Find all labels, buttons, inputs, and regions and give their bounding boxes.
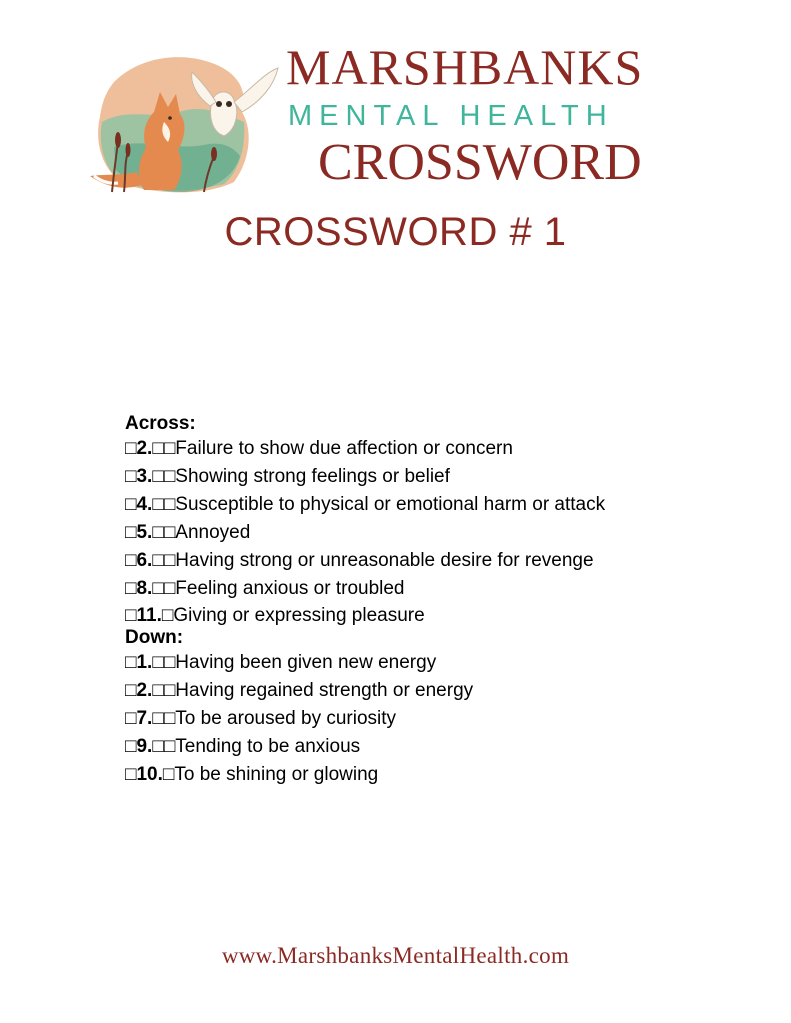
clue-item: □4.□□Susceptible to physical or emotional harm or attack bbox=[125, 494, 606, 515]
brand-name: MARSHBANKS bbox=[286, 39, 644, 95]
clue-item: □11.□Giving or expressing pleasure bbox=[125, 605, 425, 626]
puzzle-title: CROSSWORD # 1 bbox=[224, 210, 567, 254]
clue-item: □9.□□Tending to be anxious bbox=[125, 736, 361, 757]
brand-subtitle: MENTAL HEALTH bbox=[288, 100, 614, 132]
down-heading: Down: bbox=[125, 627, 184, 648]
website-link[interactable]: www.MarshbanksMentalHealth.com bbox=[221, 943, 570, 968]
fox-owl-logo-icon bbox=[84, 52, 284, 200]
clue-item: □8.□□Feeling anxious or troubled bbox=[125, 578, 405, 599]
clue-item: □7.□□To be aroused by curiosity bbox=[125, 708, 397, 729]
clue-item: □10.□To be shining or glowing bbox=[125, 764, 379, 785]
clue-item: □2.□□Failure to show due affection or concern bbox=[125, 438, 513, 459]
clue-item: □1.□□Having been given new energy bbox=[125, 652, 437, 673]
clue-item: □5.□□Annoyed bbox=[125, 522, 251, 543]
clue-item: □6.□□Having strong or unreasonable desire for revenge bbox=[125, 550, 594, 571]
clues-list bbox=[125, 413, 725, 789]
clue-item: □3.□□Showing strong feelings or belief bbox=[125, 466, 450, 487]
across-heading: Across: bbox=[125, 413, 196, 434]
clue-item: □2.□□Having regained strength or energy bbox=[125, 680, 474, 701]
brand-crossword: CROSSWORD bbox=[318, 134, 642, 191]
